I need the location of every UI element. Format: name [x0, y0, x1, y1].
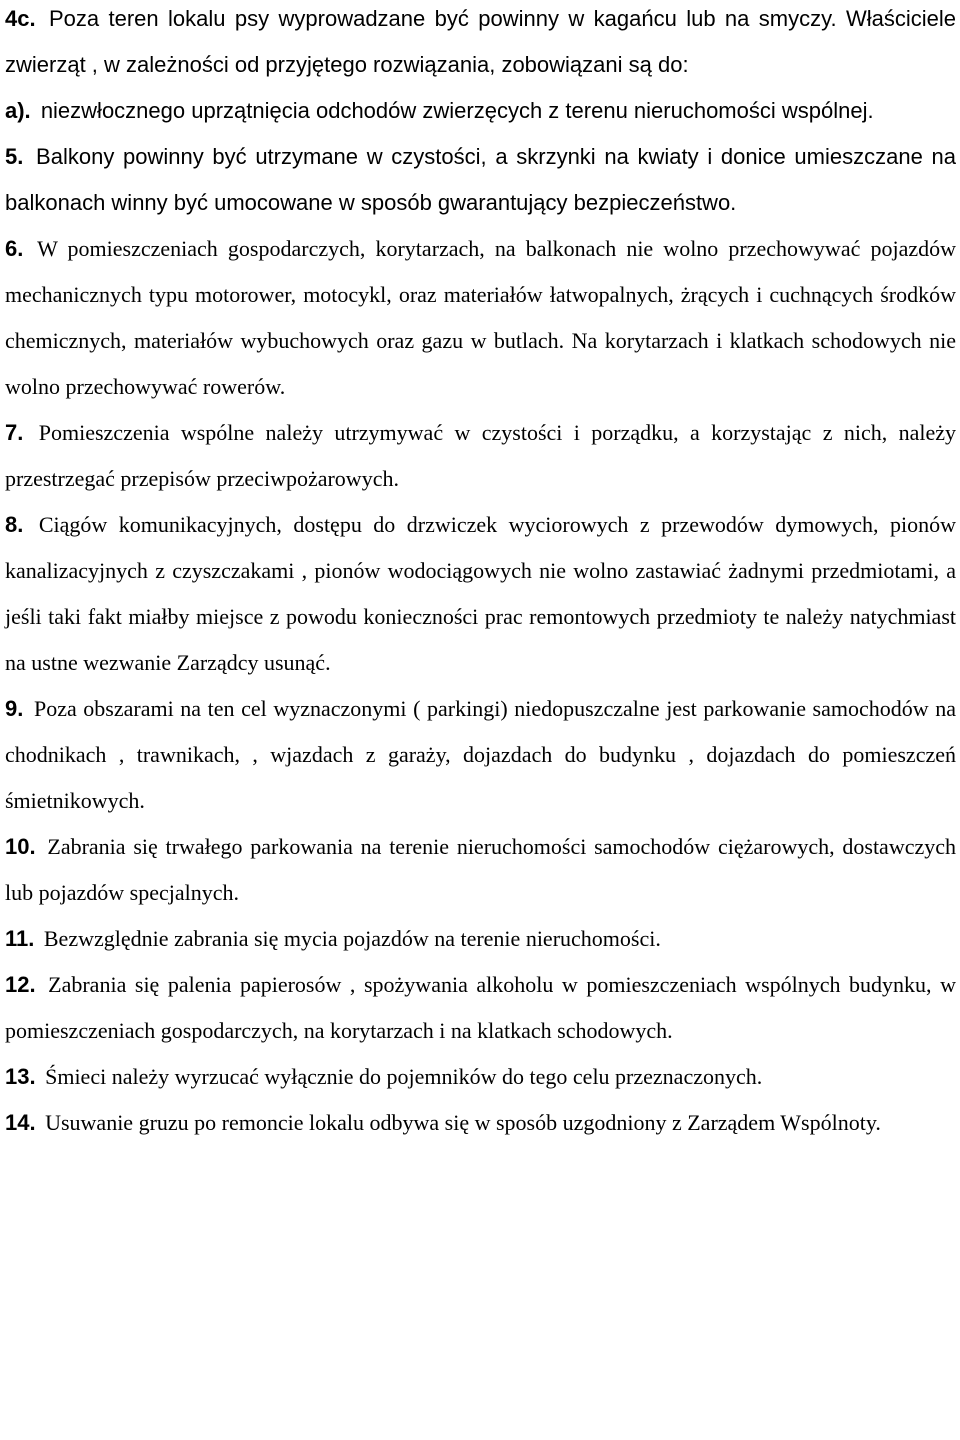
paragraph-text: Poza teren lokalu psy wyprowadzane być powinny w kagańcu lub na smyczy. Właściciele zwierząt , w zależności od przyjętego rozwiązania, zobowiązani są do:	[5, 6, 956, 77]
paragraph-number: 9.	[5, 696, 24, 721]
paragraph-text: Śmieci należy wyrzucać wyłącznie do pojemników do tego celu przeznaczonych.	[45, 1064, 763, 1089]
paragraph-number: 11.	[5, 926, 35, 951]
paragraph-number: 4c.	[5, 6, 36, 31]
paragraph-5	[5, 134, 956, 226]
paragraph-text: Balkony powinny być utrzymane w czystości, a skrzynki na kwiaty i donice umieszczane na balkonach winny być umocowane w sposób gwarantujący bezpieczeństwo.	[5, 144, 956, 215]
paragraph-12	[5, 962, 956, 1054]
paragraph-number: 8.	[5, 512, 24, 537]
paragraph-number: 6.	[5, 236, 24, 261]
paragraph-number: 7.	[5, 420, 24, 445]
paragraph-4c	[5, 0, 956, 88]
paragraph-text: Usuwanie gruzu po remoncie lokalu odbywa się w sposób uzgodniony z Zarządem Wspólnoty.	[45, 1110, 881, 1135]
paragraph-number: 12.	[5, 972, 36, 997]
paragraph-7	[5, 410, 956, 502]
paragraph-text: Pomieszczenia wspólne należy utrzymywać w czystości i porządku, a korzystając z nich, należy przestrzegać przepisów przeciwpożarowych.	[5, 420, 957, 491]
paragraph-text: Poza obszarami na ten cel wyznaczonymi ( parkingi) niedopuszczalne jest parkowanie samochodów na chodnikach , trawnikach, , wjazdach z garaży, dojazdach do budynku , dojazdach do pomieszczeń śmietnikowych.	[5, 696, 956, 813]
paragraph-number: 13.	[5, 1064, 36, 1089]
paragraph-9	[5, 686, 956, 824]
paragraph-text: Zabrania się trwałego parkowania na terenie nieruchomości samochodów ciężarowych, dostawczych lub pojazdów specjalnych.	[5, 834, 957, 905]
paragraph-number: a).	[5, 98, 31, 123]
paragraph-text: Ciągów komunikacyjnych, dostępu do drzwiczek wyciorowych z przewodów dymowych, pionów kanalizacyjnych z czyszczakami , pionów wodociągowych nie wolno zastawiać żadnymi przedmiotami, a jeśli taki fakt miałby miejsce z powodu konieczności prac remontowych przedmioty te należy natychmiast na ustne wezwanie Zarządcy usunąć.	[5, 512, 956, 675]
paragraph-6	[5, 226, 956, 410]
paragraph-text: W pomieszczeniach gospodarczych, korytarzach, na balkonach nie wolno przechowywać pojazdów mechanicznych typu motorower, motocykl, oraz materiałów łatwopalnych, żrących i cuchnących środków chemicznych, materiałów wybuchowych oraz gazu w butlach. Na korytarzach i klatkach schodowych nie wolno przechowywać rowerów.	[5, 236, 956, 399]
paragraph-8	[5, 502, 956, 686]
regulations-document	[5, 0, 956, 1146]
paragraph-number: 5.	[5, 144, 24, 169]
paragraph-13	[5, 1054, 956, 1100]
paragraph-number: 10.	[5, 834, 36, 859]
paragraph-text: Bezwzględnie zabrania się mycia pojazdów na terenie nieruchomości.	[43, 926, 661, 951]
paragraph-11	[5, 916, 956, 962]
paragraph-number: 14.	[5, 1110, 36, 1135]
paragraph-text: Zabrania się palenia papierosów , spożywania alkoholu w pomieszczeniach wspólnych budynku, w pomieszczeniach gospodarczych, na korytarzach i na klatkach schodowych.	[5, 972, 956, 1043]
paragraph-text: niezwłocznego uprzątnięcia odchodów zwierzęcych z terenu nieruchomości wspólnej.	[40, 98, 874, 123]
paragraph-a	[5, 88, 956, 134]
paragraph-10	[5, 824, 956, 916]
paragraph-14	[5, 1100, 956, 1146]
